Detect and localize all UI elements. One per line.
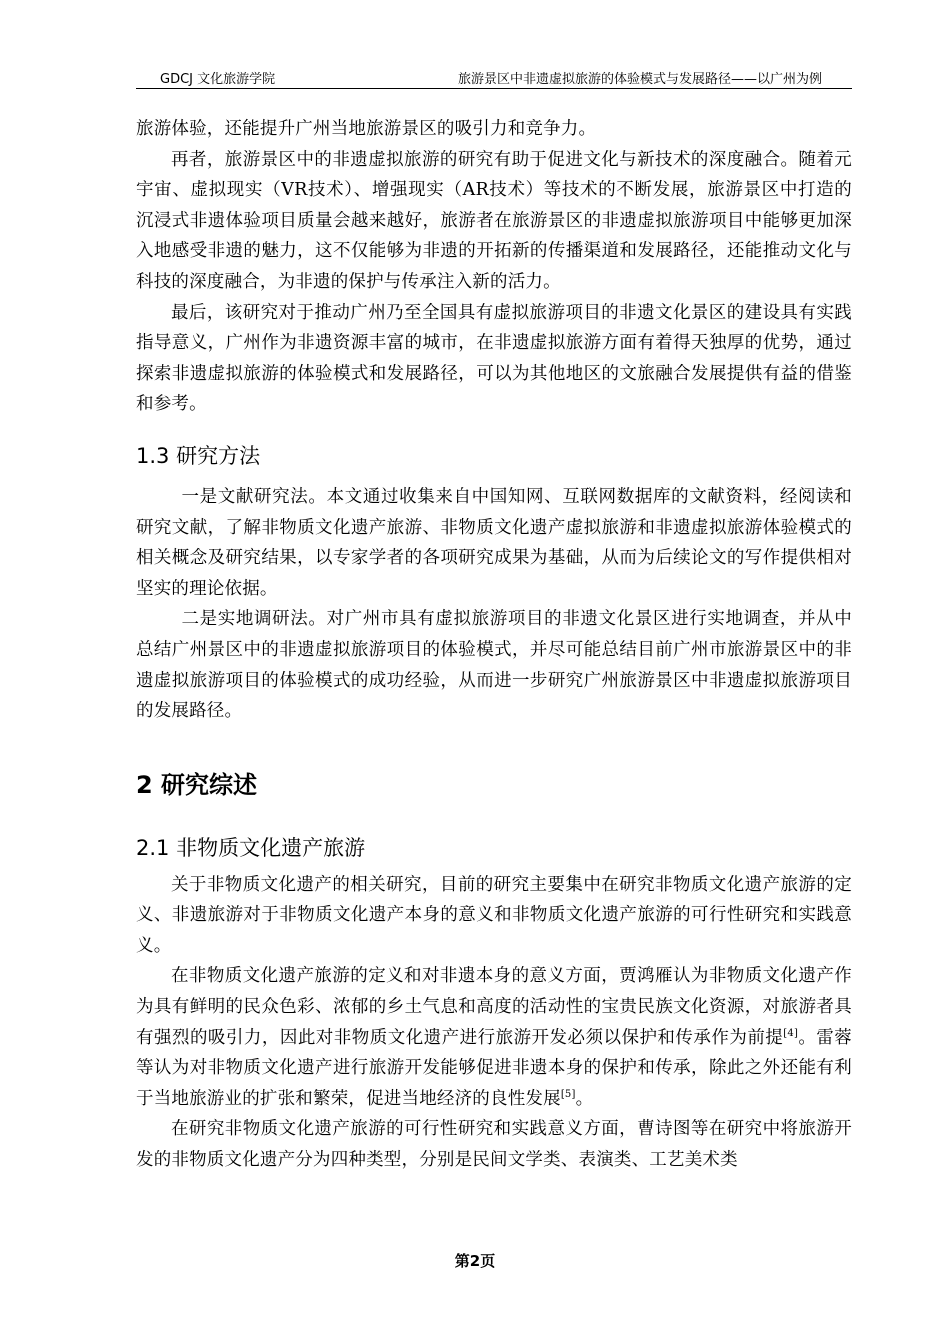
paragraph-tech-fusion: 再者，旅游景区中的非遗虚拟旅游的研究有助于促进文化与新技术的深度融合。随着元宇宙、虚拟现实（VR技术）、增强现实（AR技术）等技术的不断发展，旅游景区中打造的沉浸式非遗体验项目质量会越来越好，旅游者在旅游景区的非遗虚拟旅游项目中能够更加深入地感受非遗的魅力，这不仅能够为非遗的开拓新的传播渠道和发展路径，还能推动文化与科技的深度融合，为非遗的保护与传承注入新的活力。 <box>136 149 852 292</box>
paragraph-text: 。雷蓉等认为对非物质文化遗产进行旅游开发能够促进非遗本身的保护和传承，除此之外还能有利于当地旅游业的扩张和繁荣，促进当地经济的良性发展 <box>136 1027 852 1109</box>
paragraph-ich-definition <box>136 961 852 1114</box>
paragraph-ich-research-overview: 关于非物质文化遗产的相关研究，目前的研究主要集中在研究非物质文化遗产旅游的定义、非遗旅游对于非物质文化遗产本身的意义和非物质文化遗产旅游的可行性研究和实践意义。 <box>136 874 852 956</box>
page-body <box>136 114 852 1176</box>
page-header <box>136 66 852 89</box>
section-heading-1-3: 1.3 研究方法 <box>136 443 261 468</box>
section-heading-2-1: 2.1 非物质文化遗产旅游 <box>136 835 366 860</box>
paragraph-text: 。 <box>575 1088 594 1109</box>
paragraph-ich-feasibility: 在研究非物质文化遗产旅游的可行性研究和实践意义方面，曹诗图等在研究中将旅游开发的非物质文化遗产分为四种类型，分别是民间文学类、表演类、工艺美术类 <box>136 1119 852 1171</box>
paragraph-field-method: 二是实地调研法。对广州市具有虚拟旅游项目的非遗文化景区进行实地调查，并从中总结广州景区中的非遗虚拟旅游项目的体验模式，并尽可能总结目前广州市旅游景区中的非遗虚拟旅游项目的体验模式的成功经验，从而进一步研究广州旅游景区中非遗虚拟旅游项目的发展路径。 <box>136 609 852 722</box>
paragraph-practical-significance: 最后，该研究对于推动广州乃至全国具有虚拟旅游项目的非遗文化景区的建设具有实践指导意义，广州作为非遗资源丰富的城市，在非遗虚拟旅游方面有着得天独厚的优势，通过探索非遗虚拟旅游的体验模式和发展路径，可以为其他地区的文旅融合发展提供有益的借鉴和参考。 <box>136 302 852 415</box>
citation-ref: [4] <box>783 1027 799 1039</box>
paragraph-continued: 旅游体验，还能提升广州当地旅游景区的吸引力和竞争力。 <box>136 119 597 139</box>
header-title: 旅游景区中非遗虚拟旅游的体验模式与发展路径——以广州为例 <box>457 72 822 87</box>
header-institution: GDCJ 文化旅游学院 <box>160 72 276 87</box>
paragraph-text: 在非物质文化遗产旅游的定义和对非遗本身的意义方面，贾鸿雁认为非物质文化遗产作为具有鲜明的民众色彩、浓郁的乡土气息和高度的活动性的宝贵民族文化资源，对旅游者具有强烈的吸引力，因此对非物质文化遗产进行旅游开发必须以保护和传承作为前提 <box>136 966 852 1048</box>
citation-ref: [5] <box>560 1089 576 1101</box>
paragraph-literature-method: 一是文献研究法。本文通过收集来自中国知网、互联网数据库的文献资料，经阅读和研究文献，了解非物质文化遗产旅游、非物质文化遗产虚拟旅游和非遗虚拟旅游体验模式的相关概念及研究结果，以专家学者的各项研究成果为基础，从而为后续论文的写作提供相对坚实的理论依据。 <box>136 486 852 599</box>
chapter-heading-2: 2 研究综述 <box>136 770 258 799</box>
page-number: 第2页 <box>454 1252 496 1270</box>
